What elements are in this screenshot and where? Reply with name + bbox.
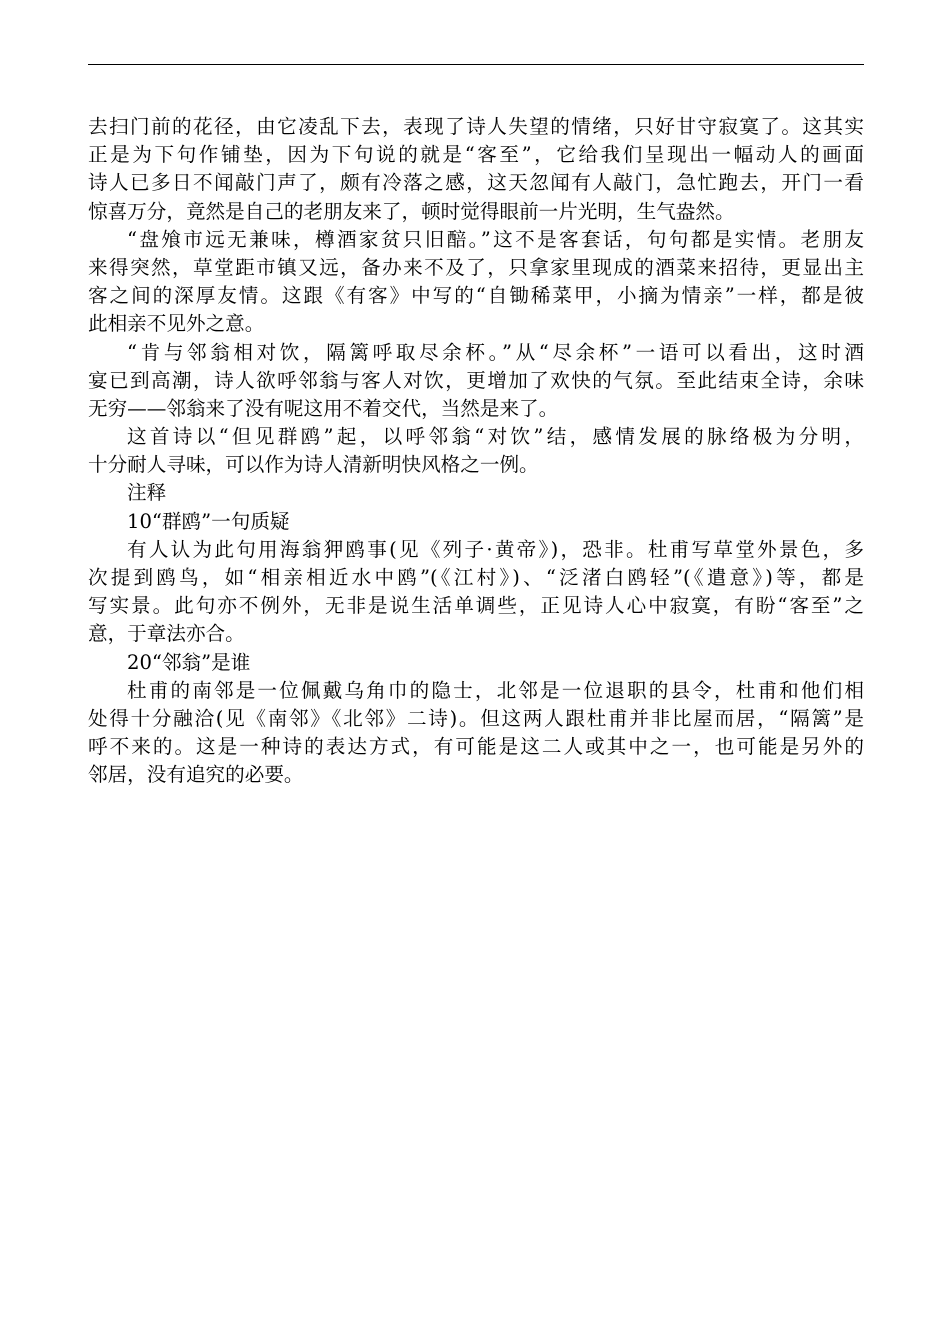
note-title: 10“群鸥”一句质疑 (127, 509, 290, 533)
text-line: 次提到鸥鸟，如“相亲相近水中鸥”(《江村》)、“泛渚白鸥轻”(《遣意》)等，都是 (88, 566, 864, 589)
text-line: 来得突然，草堂距市镇又远，备办来不及了，只拿家里现成的酒菜来招待，更显出主 (88, 255, 864, 279)
header-rule (88, 64, 864, 65)
text-line: “肯与邻翁相对饮，隔篱呼取尽余杯。”从“尽余杯”一语可以看出，这时酒 (127, 340, 864, 364)
text-line: 无穷——邻翁来了没有呢这用不着交代，当然是来了。 (88, 396, 559, 420)
text-line: 去扫门前的花径，由它凌乱下去，表现了诗人失望的情绪，只好甘守寂寞了。这其实 (88, 115, 864, 138)
text-line: 正是为下句作铺垫，因为下句说的就是“客至”，它给我们呈现出一幅动人的画面 (88, 143, 864, 167)
text-line: 惊喜万分，竟然是自己的老朋友来了，顿时觉得眼前一片光明，生气盎然。 (88, 199, 735, 223)
text-line: 呼不来的。这是一种诗的表达方式，有可能是这二人或其中之一，也可能是另外的 (88, 735, 864, 759)
text-line: 处得十分融洽(见《南邻》《北邻》二诗)。但这两人跟杜甫并非比屋而居，“隔篱”是 (88, 706, 864, 730)
text-line: “盘飧市远无兼味，樽酒家贫只旧醅。”这不是客套话，句句都是实情。老朋友 (127, 227, 864, 251)
note-title: 20“邻翁”是谁 (127, 650, 251, 674)
text-line: 宴已到高潮，诗人欲呼邻翁与客人对饮，更增加了欢快的气氛。至此结束全诗，余味 (88, 368, 864, 392)
text-line: 写实景。此句亦不例外，无非是说生活单调些，正见诗人心中寂寞，有盼“客至”之 (88, 594, 864, 618)
text-line: 邻居，没有追究的必要。 (88, 763, 304, 787)
text-line: 意，于章法亦合。 (88, 622, 245, 646)
text-line: 十分耐人寻味，可以作为诗人清新明快风格之一例。 (88, 453, 539, 477)
text-line: 有人认为此句用海翁狎鸥事(见《列子·黄帝》)，恐非。杜甫写草堂外景色，多 (127, 537, 864, 561)
text-line: 诗人已多日不闻敲门声了，颇有冷落之感，这天忽闻有人敲门，急忙跑去，开门一看 (88, 171, 864, 195)
notes-heading: 注释 (127, 481, 167, 505)
text-line: 客之间的深厚友情。这跟《有客》中写的“自锄稀菜甲，小摘为情亲”一样，都是彼 (88, 284, 864, 308)
text-line: 这首诗以“但见群鸥”起，以呼邻翁“对饮”结，感情发展的脉络极为分明， (127, 425, 864, 449)
text-line: 杜甫的南邻是一位佩戴乌角巾的隐士，北邻是一位退职的县令，杜甫和他们相 (127, 678, 864, 702)
article-body (88, 113, 864, 790)
text-line: 此相亲不见外之意。 (88, 312, 265, 336)
